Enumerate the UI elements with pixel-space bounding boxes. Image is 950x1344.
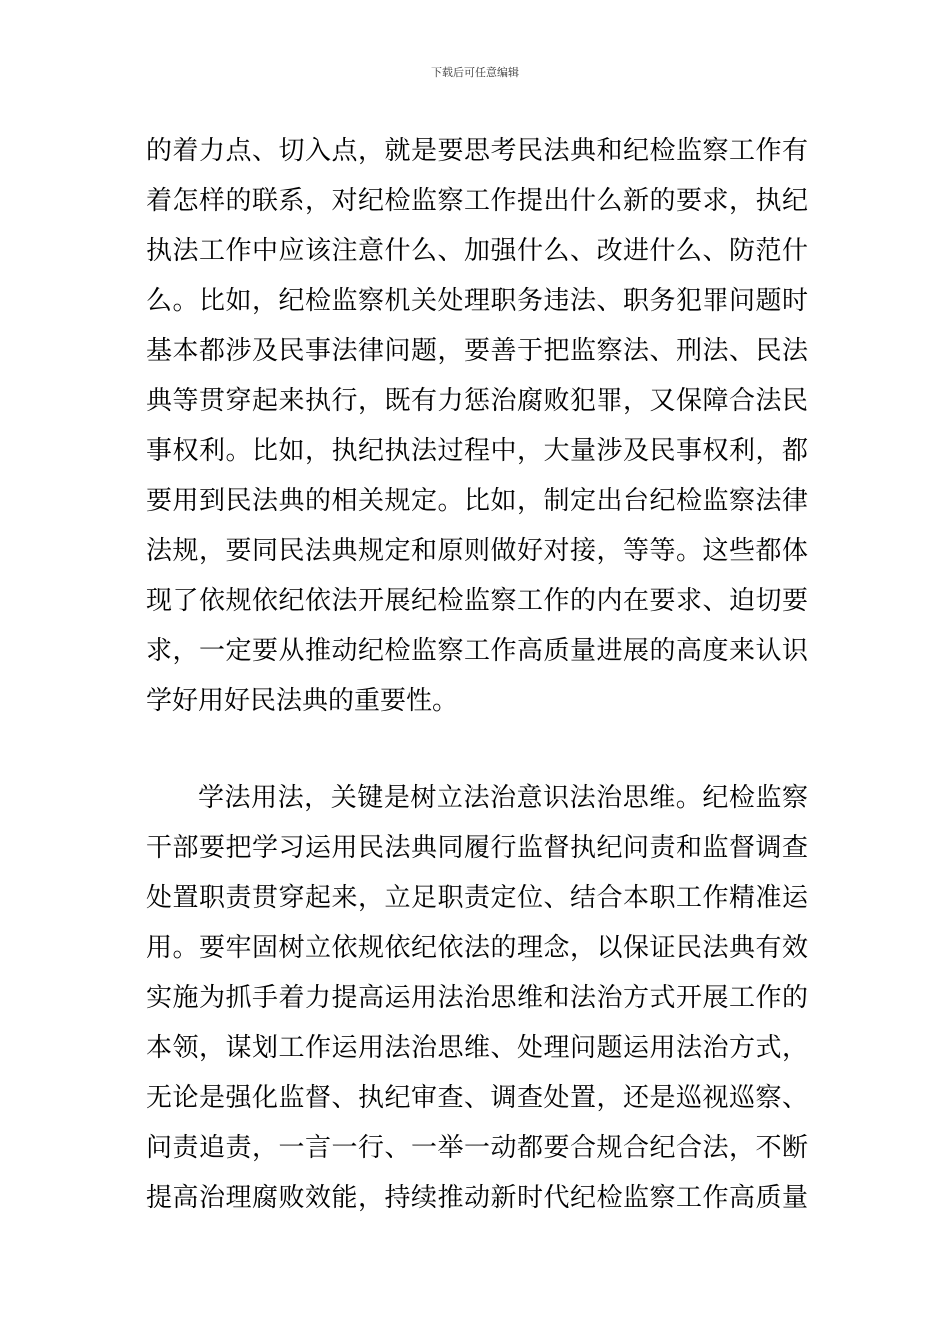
- text-line: 要用到民法典的相关规定。比如，制定出台纪检监察法律: [146, 486, 808, 516]
- text-line: 执法工作中应该注意什么、加强什么、改进什么、防范什: [146, 236, 808, 266]
- text-line: 实施为抓手着力提高运用法治思维和法治方式开展工作的: [146, 983, 808, 1013]
- text-line: 求，一定要从推动纪检监察工作高质量进展的高度来认识: [146, 636, 808, 666]
- text-line-first: 学法用法，关键是树立法治意识法治思维。纪检监察: [198, 783, 808, 813]
- text-line: 基本都涉及民事法律问题，要善于把监察法、刑法、民法: [146, 336, 808, 366]
- text-line: 现了依规依纪依法开展纪检监察工作的内在要求、迫切要: [146, 586, 808, 616]
- text-line-last: 学好用好民法典的重要性。: [146, 686, 459, 716]
- text-line: 么。比如，纪检监察机关处理职务违法、职务犯罪问题时: [146, 286, 808, 316]
- text-line: 用。要牢固树立依规依纪依法的理念，以保证民法典有效: [146, 933, 808, 963]
- paragraph-1: [146, 126, 808, 726]
- text-line: 问责追责，一言一行、一举一动都要合规合纪合法，不断: [146, 1133, 808, 1163]
- text-line: 处置职责贯穿起来，立足职责定位、结合本职工作精准运: [146, 883, 808, 913]
- text-line: 事权利。比如，执纪执法过程中，大量涉及民事权利，都: [146, 436, 808, 466]
- text-line: 法规，要同民法典规定和原则做好对接，等等。这些都体: [146, 536, 808, 566]
- text-line: 本领，谋划工作运用法治思维、处理问题运用法治方式，: [146, 1033, 808, 1063]
- text-line: 的着力点、切入点，就是要思考民法典和纪检监察工作有: [146, 136, 808, 166]
- text-line: 干部要把学习运用民法典同履行监督执纪问责和监督调查: [146, 833, 808, 863]
- paragraph-2: [146, 773, 808, 1223]
- text-line: 着怎样的联系，对纪检监察工作提出什么新的要求，执纪: [146, 186, 808, 216]
- page-header-note: 下载后可任意编辑: [431, 66, 519, 79]
- text-line: 无论是强化监督、执纪审查、调查处置，还是巡视巡察、: [146, 1083, 808, 1113]
- text-line: 典等贯穿起来执行，既有力惩治腐败犯罪，又保障合法民: [146, 386, 808, 416]
- text-line: 提高治理腐败效能，持续推动新时代纪检监察工作高质量: [146, 1183, 808, 1213]
